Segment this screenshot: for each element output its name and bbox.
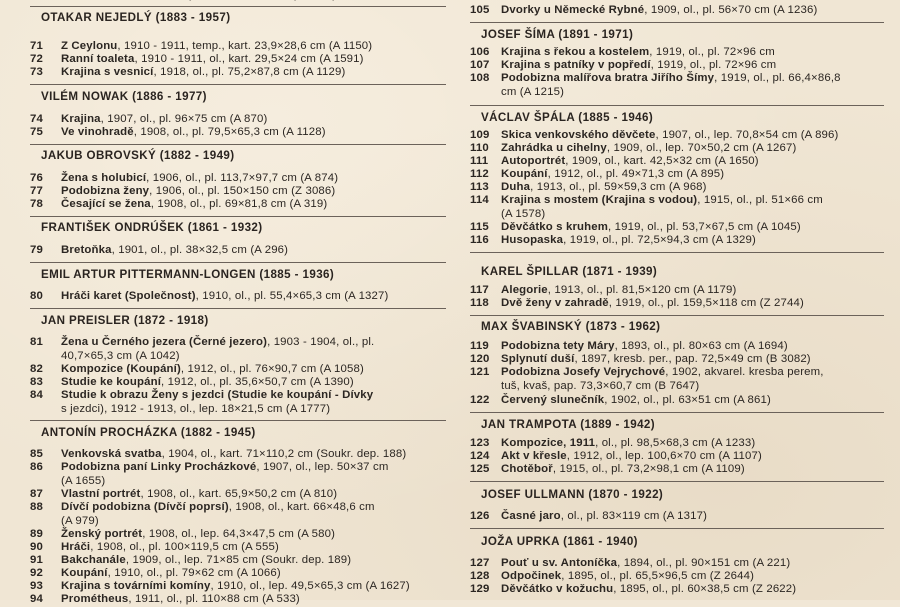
artist-heading: VÁCLAV ŠPÁLA (1885 - 1946) <box>481 111 654 124</box>
artwork-details: , 1912, ol., pl. 76×90,7 cm (A 1058) <box>180 363 364 375</box>
catalog-entry <box>470 284 736 298</box>
entry-number: 123 <box>470 437 490 449</box>
entry-number: 117 <box>470 284 489 296</box>
entry-number: 89 <box>30 528 43 540</box>
artwork-details: , ol., pl. 98,5×68,3 cm (A 1233) <box>595 437 756 449</box>
artwork-details: , 1915, ol., pl. 73,2×98,1 cm (A 1109) <box>552 463 745 475</box>
artwork-title: Kompozice, 1911 <box>501 437 596 449</box>
artist-heading: EMIL ARTUR PITTERMANN-LONGEN (1885 - 1936) <box>41 268 335 281</box>
artwork-details: , 1908, ol., kart. 66×48,6 cm <box>228 501 375 513</box>
entry-number <box>30 0 61 3</box>
catalog-entry <box>30 554 351 568</box>
entry-number: 110 <box>470 142 489 154</box>
artwork-details: , 1912, ol., pl. 35,6×50,7 cm (A 1390) <box>161 376 354 388</box>
artwork-title: Česající se žena <box>61 198 151 210</box>
artwork-details: , 1918, ol., pl. 75,2×87,8 cm (A 1129) <box>153 66 346 78</box>
catalog-entry <box>30 53 364 67</box>
entry-number: 124 <box>470 450 490 462</box>
entry-number: 71 <box>30 40 43 52</box>
artwork-details: , 1904, ol., kart. 71×110,2 cm (Soukr. dep. 188) <box>161 448 407 460</box>
entry-number: 108 <box>470 72 490 84</box>
artwork-title: Dvorky u Německé Rybné <box>501 4 645 16</box>
entry-number: 75 <box>30 126 43 138</box>
artwork-details: , 1906, ol., pl. 150×150 cm (Z 3086) <box>149 185 336 197</box>
artwork-details: , 1910, ol., pl. 79×62 cm (A 1066) <box>107 567 281 579</box>
artwork-details: , 1909, ol., kart. 42,5×32 cm (A 1650) <box>565 155 759 167</box>
artwork-title: Zahrádka u cihelny <box>501 142 607 154</box>
catalog-entry <box>470 4 817 18</box>
entry-number: 78 <box>30 198 43 210</box>
catalog-entry <box>470 394 771 408</box>
catalog-entry <box>470 450 762 464</box>
catalog-entry <box>30 185 335 199</box>
catalog-entry <box>470 366 824 393</box>
catalog-entry <box>470 234 756 248</box>
artist-heading: JOSEF ULLMANN (1870 - 1922) <box>481 488 664 501</box>
artwork-details: , 1919, ol., pl. 159,5×118 cm (Z 2744) <box>608 297 804 309</box>
artwork-details-continued: s jezdci), 1912 - 1913, ol., lep. 18×21,5 cm (A 1777) <box>61 402 331 415</box>
artwork-title: Děvčátko v kožuchu <box>501 583 614 595</box>
artwork-details: , 1910, ol., lep. 49,5×65,3 cm (A 1627) <box>210 580 410 592</box>
artwork-title: Ve vinohradě <box>61 126 134 138</box>
artwork-details-continued: cm (A 1215) <box>501 85 565 98</box>
entry-number: 90 <box>30 541 43 553</box>
artwork-title: Podobizna tety Máry <box>501 340 615 352</box>
artist-heading: JOSEF ŠÍMA (1891 - 1971) <box>481 28 634 41</box>
entry-number: 119 <box>470 340 489 352</box>
artwork-details-continued: tuš, kvaš, pap. 73,3×60,7 cm (B 7647) <box>501 379 700 392</box>
catalog-entry <box>30 501 375 528</box>
catalog-entry <box>470 129 838 143</box>
entry-number: 93 <box>30 580 43 592</box>
catalog-entry <box>470 46 775 60</box>
artist-heading: JAN TRAMPOTA (1889 - 1942) <box>481 418 656 431</box>
artwork-title: Krajina s továrními komíny <box>61 580 211 592</box>
artwork-title: Autoportrét <box>501 155 566 167</box>
artwork-title: Krajina s řekou a kostelem <box>501 46 650 58</box>
section-divider <box>30 420 446 421</box>
section-divider <box>30 6 446 7</box>
artwork-title: Podobizna Josefy Vejrychové <box>501 366 666 378</box>
artwork-details: , ol., pl. 83×119 cm (A 1317) <box>560 510 708 522</box>
artwork-details: , 1907, ol., pl. 96×75 cm (A 870) <box>100 113 268 125</box>
artwork-details-continued: 40,7×65,3 cm (A 1042) <box>61 349 180 362</box>
catalog-entry <box>470 59 776 73</box>
artwork-title: Ranní toaleta <box>61 53 135 65</box>
artwork-details: , 1895, ol., pl. 65,5×96,5 cm (Z 2644) <box>561 570 755 582</box>
catalog-entry <box>30 567 281 581</box>
catalog-entry <box>30 363 364 377</box>
artwork-details: , 1902, ol., pl. 63×51 cm (A 861) <box>604 394 771 406</box>
section-divider <box>30 216 446 217</box>
entry-number: 105 <box>470 4 490 16</box>
artwork-title: Odpočinek <box>501 570 562 582</box>
entry-number: 126 <box>470 510 490 522</box>
entry-number: 129 <box>470 583 490 595</box>
entry-number: 121 <box>470 366 490 378</box>
artwork-details: , 1895, ol., pl. 60×38,5 cm (Z 2622) <box>613 583 797 595</box>
artwork-details-continued: (A 1578) <box>501 207 546 220</box>
artwork-details: , 1915, ol., pl. 51×66 cm <box>697 194 823 206</box>
section-divider <box>470 252 884 253</box>
entry-number: 86 <box>30 461 43 473</box>
entry-number: 116 <box>470 234 489 246</box>
section-divider <box>30 308 446 309</box>
catalog-entry <box>470 194 823 221</box>
artwork-details: , 1919, ol., pl. 72,5×94,3 cm (A 1329) <box>563 234 756 246</box>
artwork-details: , 1901, ol., pl. 38×32,5 cm (A 296) <box>111 244 289 256</box>
section-divider <box>470 481 884 482</box>
catalog-entry <box>470 437 755 451</box>
artwork-details: , 1903 - 1904, ol., pl. <box>267 336 375 348</box>
catalog-entry <box>470 72 841 99</box>
artwork-details: , 1910, ol., pl. 55,4×65,3 cm (A 1327) <box>195 290 389 302</box>
artwork-title: Akt v křesle <box>501 450 567 462</box>
catalog-entry <box>470 557 790 571</box>
entry-number: 88 <box>30 501 43 513</box>
artwork-details: , 1909, ol., lep. 70×50,2 cm (A 1267) <box>606 142 797 154</box>
artwork-details: , 1909, ol., pl. 56×70 cm (A 1236) <box>644 4 818 16</box>
artwork-title: Prométheus <box>61 593 129 605</box>
artwork-details: , 1919, ol., pl. 66,4×86,8 <box>714 72 841 84</box>
artwork-title: Koupání <box>61 567 108 579</box>
artwork-title: Žena s holubicí <box>61 172 147 184</box>
catalog-entry <box>470 353 811 367</box>
entry-number: 106 <box>470 46 490 58</box>
artwork-title: Studie ke koupání <box>61 376 162 388</box>
artwork-title: Krajina s patníky v popředí <box>501 59 651 71</box>
catalog-entry <box>30 528 335 542</box>
artwork-title: Splynutí duší <box>501 353 575 365</box>
catalog-entry <box>30 290 388 304</box>
catalog-entry <box>470 463 745 477</box>
artist-heading: JAKUB OBROVSKÝ (1882 - 1949) <box>41 149 235 162</box>
section-divider <box>470 412 884 413</box>
entry-number: 128 <box>470 570 490 582</box>
artwork-details: , 1919, ol., pl. 53,7×67,5 cm (A 1045) <box>608 221 801 233</box>
artwork-details: , 1893, ol., pl. 80×63 cm (A 1694) <box>614 340 788 352</box>
entry-number: 74 <box>30 113 43 125</box>
artwork-details: , 1912, ol., pl. 49×71,3 cm (A 895) <box>547 168 725 180</box>
artwork-title: Dvě ženy v zahradě <box>501 297 609 309</box>
entry-number: 76 <box>30 172 43 184</box>
catalog-entry <box>30 244 288 258</box>
artwork-title: Alegorie <box>501 284 548 296</box>
entry-number: 72 <box>30 53 43 65</box>
entry-number: 81 <box>30 336 43 348</box>
artwork-title: Krajina s mostem (Krajina s vodou) <box>501 194 698 206</box>
catalog-entry <box>30 126 326 140</box>
artist-heading: VILÉM NOWAK (1886 - 1977) <box>41 90 207 103</box>
artwork-title: Časné jaro <box>501 510 561 522</box>
artwork-title <box>61 0 131 1</box>
catalog-entry <box>30 448 406 462</box>
entry-number: 120 <box>470 353 490 365</box>
catalog-entry <box>470 168 724 182</box>
catalog-entry <box>30 488 337 502</box>
catalog-entry <box>30 40 372 54</box>
section-divider <box>470 528 884 529</box>
artwork-title: Krajina s vesnicí <box>61 66 154 78</box>
section-divider <box>470 105 884 106</box>
artwork-title: Děvčátko s kruhem <box>501 221 609 233</box>
catalog-entry <box>30 580 410 594</box>
entry-number: 122 <box>470 394 490 406</box>
artwork-title: Podobizna paní Linky Procházkové <box>61 461 257 473</box>
entry-number: 82 <box>30 363 43 375</box>
artwork-title: Kompozice (Koupání) <box>61 363 181 375</box>
artwork-title: Hráči karet (Společnost) <box>61 290 196 302</box>
artwork-title: Pouť u sv. Antoníčka <box>501 557 618 569</box>
entry-number: 92 <box>30 567 43 579</box>
artwork-title: Venkovská svatba <box>61 448 162 460</box>
artwork-title: Hráči <box>61 541 91 553</box>
artwork-details-continued: (A 979) <box>61 514 99 527</box>
entry-number: 113 <box>470 181 489 193</box>
artwork-title: Chotěboř <box>501 463 553 475</box>
entry-number: 115 <box>470 221 489 233</box>
artist-heading: MAX ŠVABINSKÝ (1873 - 1962) <box>481 320 661 333</box>
artwork-details: , 1913, ol., pl. 59×59,3 cm (A 968) <box>530 181 707 193</box>
catalog-entry <box>470 155 759 169</box>
entry-number: 85 <box>30 448 43 460</box>
artwork-details: , 1913, ol., pl. 81,5×120 cm (A 1179) <box>547 284 737 296</box>
entry-number: 91 <box>30 554 43 566</box>
artwork-details: , 1908, ol., kart. 65,9×50,2 cm (A 810) <box>140 488 338 500</box>
catalog-entry <box>470 297 804 311</box>
artist-heading: JAN PREISLER (1872 - 1918) <box>41 314 209 327</box>
artwork-details: , 1907, ol., lep. 50×37 cm <box>256 461 389 473</box>
artwork-title: Dívčí podobizna (Dívčí poprsí) <box>61 501 229 513</box>
artwork-details: , 1910 - 1911, ol., kart. 29,5×24 cm (A 1591) <box>134 53 364 65</box>
artwork-details: , 1908, ol., pl. 100×119,5 cm (A 555) <box>90 541 279 553</box>
section-divider <box>30 144 446 145</box>
artwork-title: Studie k obrazu Ženy s jezdci (Studie ke koupání - Dívky <box>61 389 374 401</box>
artist-heading: ANTONÍN PROCHÁZKA (1882 - 1945) <box>41 426 256 439</box>
entry-number: 80 <box>30 290 43 302</box>
entry-number: 94 <box>30 593 43 605</box>
entry-number: 73 <box>30 66 43 78</box>
artwork-details: , 1908, ol., pl. 79,5×65,3 cm (A 1128) <box>133 126 326 138</box>
section-divider <box>30 262 446 263</box>
artwork-title: Bretoňka <box>61 244 112 256</box>
artist-heading: JOŽA UPRKA (1861 - 1940) <box>481 535 638 548</box>
artwork-details: , 1910 - 1911, temp., kart. 23,9×28,6 cm (A 1150) <box>117 40 373 52</box>
artwork-title: Krajina <box>61 113 101 125</box>
artwork-details: , 1911, ol., pl. 110×88 cm (A 533) <box>128 593 300 605</box>
section-divider <box>470 315 884 316</box>
entry-number: 125 <box>470 463 490 475</box>
artwork-title: Červený slunečník <box>501 394 605 406</box>
catalog-entry <box>30 113 267 127</box>
catalog-entry <box>470 142 796 156</box>
catalog-entry <box>470 510 707 524</box>
artwork-details: , 1897, kresb. per., pap. 72,5×49 cm (B 3082) <box>574 353 811 365</box>
section-divider <box>30 84 446 85</box>
catalog-entry <box>30 172 338 186</box>
entry-number: 111 <box>470 155 489 167</box>
artwork-details-continued: (A 1655) <box>61 474 106 487</box>
entry-number: 107 <box>470 59 490 71</box>
artist-heading: FRANTIŠEK ONDRÚŠEK (1861 - 1932) <box>41 221 263 234</box>
entry-number: 114 <box>470 194 489 206</box>
catalog-entry <box>470 181 707 195</box>
artwork-title: Ženský portrét <box>61 528 143 540</box>
artwork-title: Skica venkovského děvčete <box>501 129 656 141</box>
artwork-details <box>131 0 337 1</box>
artist-heading: OTAKAR NEJEDLÝ (1883 - 1957) <box>41 11 231 24</box>
artwork-details: , 1908, ol., lep. 64,3×47,5 cm (A 580) <box>142 528 336 540</box>
catalog-entry <box>30 389 373 416</box>
artwork-details: , 1902, akvarel. kresba perem, <box>665 366 824 378</box>
catalog-entry <box>30 66 345 80</box>
entry-number: 109 <box>470 129 490 141</box>
artwork-details: , 1894, ol., pl. 90×151 cm (A 221) <box>617 557 791 569</box>
artwork-details: , 1909, ol., lep. 71×85 cm (Soukr. dep. 189) <box>125 554 352 566</box>
entry-number: 87 <box>30 488 43 500</box>
entry-number: 127 <box>470 557 490 569</box>
artwork-title: Koupání <box>501 168 548 180</box>
artwork-title: Z Ceylonu <box>61 40 118 52</box>
entry-number: 84 <box>30 389 43 401</box>
artwork-details: , 1908, ol., pl. 69×81,8 cm (A 319) <box>150 198 328 210</box>
artwork-title: Bakchanále <box>61 554 126 566</box>
artwork-title: Podobizna ženy <box>61 185 150 197</box>
catalog-entry <box>470 583 796 597</box>
catalog-entry <box>30 461 388 488</box>
catalog-entry <box>470 221 801 235</box>
entry-number: 79 <box>30 244 43 256</box>
artwork-details: , 1907, ol., lep. 70,8×54 cm (A 896) <box>655 129 839 141</box>
section-divider <box>470 22 884 23</box>
artist-heading: KAREL ŠPILLAR (1871 - 1939) <box>481 265 658 278</box>
artwork-title: Duha <box>501 181 531 193</box>
artwork-title: Husopaska <box>501 234 564 246</box>
artwork-details: , 1919, ol., pl. 72×96 cm <box>649 46 775 58</box>
artwork-title: Vlastní portrét <box>61 488 141 500</box>
catalog-entry <box>30 541 279 555</box>
catalog-entry <box>30 0 336 3</box>
artwork-details: , 1906, ol., pl. 113,7×97,7 cm (A 874) <box>146 172 339 184</box>
entry-number: 118 <box>470 297 489 309</box>
catalog-entry <box>30 376 354 390</box>
entry-number: 77 <box>30 185 43 197</box>
artwork-details: , 1912, ol., lep. 100,6×70 cm (A 1107) <box>566 450 762 462</box>
artwork-title: Podobizna malířova bratra Jiřího Šímy <box>501 72 715 84</box>
artwork-details: , 1919, ol., pl. 72×96 cm <box>650 59 777 71</box>
entry-number: 83 <box>30 376 43 388</box>
catalog-entry <box>30 198 327 212</box>
entry-number: 112 <box>470 168 489 180</box>
catalog-entry <box>30 336 374 363</box>
catalog-entry <box>470 340 788 354</box>
catalog-entry <box>470 570 754 584</box>
artwork-title: Žena u Černého jezera (Černé jezero) <box>61 336 268 348</box>
